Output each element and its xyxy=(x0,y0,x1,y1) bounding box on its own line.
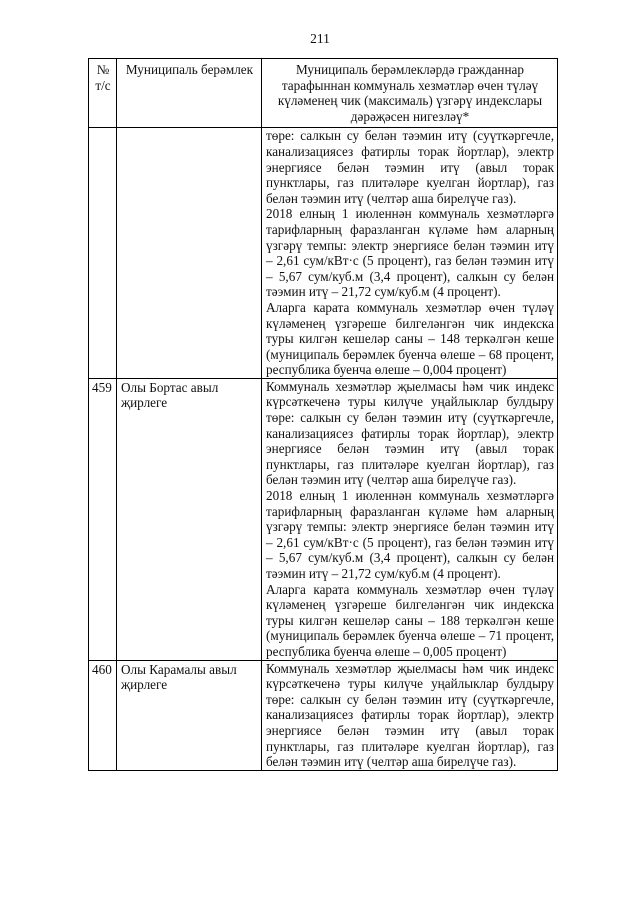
page-number: 211 xyxy=(310,31,330,46)
paragraph: Коммуналь хезмәтләр җыелмасы һәм чик индекс күрсәткеченә туры килүче уңайлыклар булдыру төре: салкын су белән тәэмин итү (суүткәргечле, канализациясез фатирлы торак йортлар), электр энергиясе белән тәэмин итү (авыл торак пунктлары, газ плитәләре куелган йортлар), газ белән тәэмин итү (челтәр аша бирелүче газ). xyxy=(266,660,554,770)
paragraph: 2018 елның 1 июленнән коммуналь хезмәтләргә тарифларның фаразланган күләме һәм аларның үзгәрү темпы: электр энергиясе белән тәэмин итү – 2,61 сум/кВт·с (5 процент), газ белән тәэмин итү – 5,67 сум/куб.м (3,4 процент), салкын су белән тәэмин итү – 21,72 сум/куб.м (4 процент). xyxy=(266,206,554,300)
table-row xyxy=(89,378,558,660)
row-number: 460 xyxy=(89,660,117,770)
row-justification xyxy=(262,378,558,660)
table-row xyxy=(89,660,558,770)
row-number xyxy=(89,128,117,379)
paragraph: Коммуналь хезмәтләр җыелмасы һәм чик индекс күрсәткеченә туры килүче уңайлыклар булдыру төре: салкын су белән тәэмин итү (суүткәргечле, канализациясез фатирлы торак йортлар), электр энергиясе белән тәэмин итү (авыл торак пунктлары, газ плитәләре куелган йортлар), газ белән тәэмин итү (челтәр аша бирелүче газ). xyxy=(266,378,554,488)
row-municipality: Олы Бортас авыл җирлеге xyxy=(117,378,262,660)
row-justification xyxy=(262,660,558,770)
table-row xyxy=(89,128,558,379)
header-municipality: Муниципаль берәмлек xyxy=(117,59,262,128)
header-justification: Муниципаль берәмлекләрдә гражданнар тарафыннан коммуналь хезмәтләр өчен түләү күләменең чик (максималь) үзгәрү индекслары дәрәҗәсен нигезләү* xyxy=(262,59,558,128)
row-municipality xyxy=(117,128,262,379)
paragraph: Аларга карата коммуналь хезмәтләр өчен түләү күләменең үзгәреше билгеләнгән чик индекска туры килгән кешеләр саны – 188 теркәлгән кеше (муниципаль берәмлек буенча өлеше – 71 процент, республика буенча өлеше – 0,005 процент) xyxy=(266,581,554,659)
table-header-row xyxy=(89,59,558,128)
row-municipality: Олы Карамалы авыл җирлеге xyxy=(117,660,262,770)
paragraph: 2018 елның 1 июленнән коммуналь хезмәтләргә тарифларның фаразланган күләме һәм аларның үзгәрү темпы: электр энергиясе белән тәэмин итү – 2,61 сум/кВт·с (5 процент), газ белән тәэмин итү – 5,67 сум/куб.м (3,4 процент), салкын су белән тәэмин итү – 21,72 сум/куб.м (4 процент). xyxy=(266,488,554,581)
row-justification xyxy=(262,128,558,379)
paragraph: Аларга карата коммуналь хезмәтләр өчен түләү күләменең үзгәреше билгеләнгән чик индекска туры килгән кешеләр саны – 148 теркәлгән кеше (муниципаль берәмлек буенча өлеше – 68 процент, республика буенча өлеше – 0,004 процент) xyxy=(266,299,554,378)
header-number: № т/с xyxy=(89,59,117,128)
utility-index-table xyxy=(88,58,558,771)
paragraph: төре: салкын су белән тәэмин итү (суүткәргечле, канализациясез фатирлы торак йортлар), электр энергиясе белән тәэмин итү (авыл торак пунктлары, газ плитәләре куелган йортлар), газ белән тәэмин итү (челтәр аша бирелүче газ). xyxy=(266,128,554,206)
row-number: 459 xyxy=(89,378,117,660)
